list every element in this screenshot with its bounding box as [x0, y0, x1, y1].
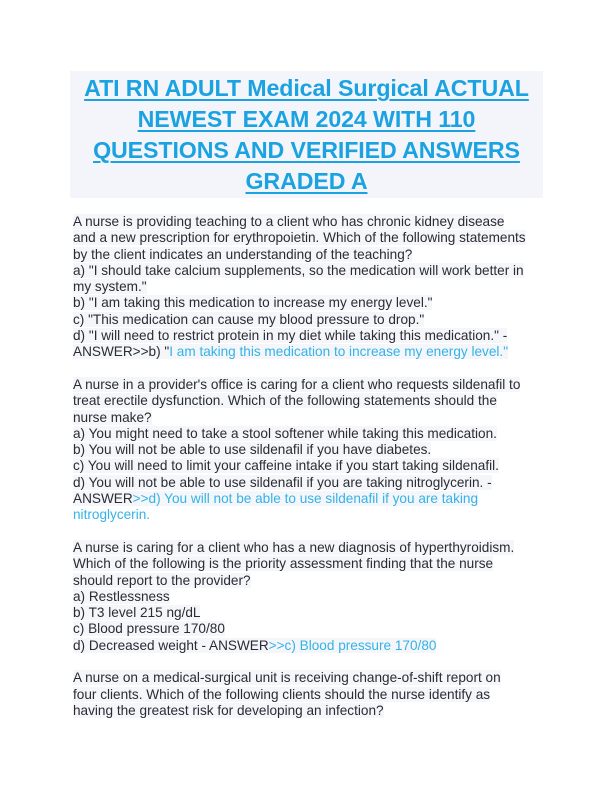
correct-answer-line [73, 491, 553, 507]
answer-option-b: b) You will not be able to use sildenafil if you have diabetes. [73, 442, 432, 458]
correct-answer-text: >>d) You will not be able to use sildenafil if you are taking [132, 491, 479, 507]
answer-prefix: ANSWER>>b) " [73, 344, 170, 360]
answer-option-d: d) "I will need to restrict protein in my diet while taking this medication." - [73, 328, 508, 344]
answer-option-d: d) You will not be able to use sildenafil if you are taking nitroglycerin. - [73, 474, 492, 490]
question-block-3 [73, 540, 553, 654]
title-line[interactable]: ATI RN ADULT Medical Surgical ACTUAL [84, 75, 529, 101]
correct-answer-line-cont [73, 507, 553, 523]
answer-option-c: c) Blood pressure 170/80 [73, 621, 225, 637]
question-block-1 [73, 214, 553, 361]
question-stem-line: A nurse in a provider's office is caring for a client who requests sildenafil to [73, 376, 521, 392]
question-stem-line: A nurse is caring for a client who has a new diagnosis of hyperthyroidism. [73, 539, 515, 555]
question-block-4 [73, 670, 553, 719]
question-block-2 [73, 377, 553, 524]
document-title[interactable] [70, 71, 543, 197]
document-body [73, 214, 553, 736]
question-stem-line: Which of the following is the priority assessment finding that the nurse [73, 556, 494, 572]
answer-option-d [73, 638, 553, 654]
title-line[interactable]: NEWEST EXAM 2024 WITH 110 [137, 106, 476, 132]
correct-answer-text: >>c) Blood pressure 170/80 [268, 637, 437, 653]
answer-option-a: a) Restlessness [73, 588, 170, 604]
answer-option-b: b) "I am taking this medication to increase my energy level." [73, 295, 433, 311]
answer-option-c: c) You will need to limit your caffeine intake if you start taking sildenafil. [73, 458, 499, 474]
question-stem-line: A nurse on a medical-surgical unit is receiving change-of-shift report on [73, 670, 501, 686]
correct-answer-line [73, 344, 553, 360]
question-stem-line: should report to the provider? [73, 572, 251, 588]
answer-prefix: ANSWER [73, 491, 133, 507]
title-line[interactable]: GRADED A [245, 168, 368, 194]
question-stem-line: treat erectile dysfunction. Which of the following statements should the [73, 393, 497, 409]
question-stem-line: by the client indicates an understanding of the teaching? [73, 246, 413, 262]
answer-option-c: c) "This medication can cause my blood pressure to drop." [73, 311, 425, 327]
title-box [70, 71, 543, 198]
question-stem-line: A nurse is providing teaching to a client who has chronic kidney disease [73, 214, 505, 229]
answer-option-d-text: d) Decreased weight - ANSWER [73, 637, 269, 653]
question-stem-line: and a new prescription for erythropoietin. Which of the following statements [73, 230, 526, 246]
question-stem-line: having the greatest risk for developing an infection? [73, 702, 384, 718]
answer-option-a-cont: my system." [73, 279, 147, 295]
correct-answer-text: nitroglycerin. [73, 507, 151, 523]
answer-option-b: b) T3 level 215 ng/dL [73, 605, 201, 621]
question-stem-line: nurse make? [73, 409, 152, 425]
title-line[interactable]: QUESTIONS AND VERIFIED ANSWERS [93, 137, 520, 163]
answer-option-a: a) You might need to take a stool softener while taking this medication. [73, 425, 497, 441]
correct-answer-text: I am taking this medication to increase my energy level." [169, 344, 509, 360]
question-stem-line: four clients. Which of the following clients should the nurse identify as [73, 686, 491, 702]
answer-option-a: a) "I should take calcium supplements, so the medication will work better in [73, 262, 524, 278]
